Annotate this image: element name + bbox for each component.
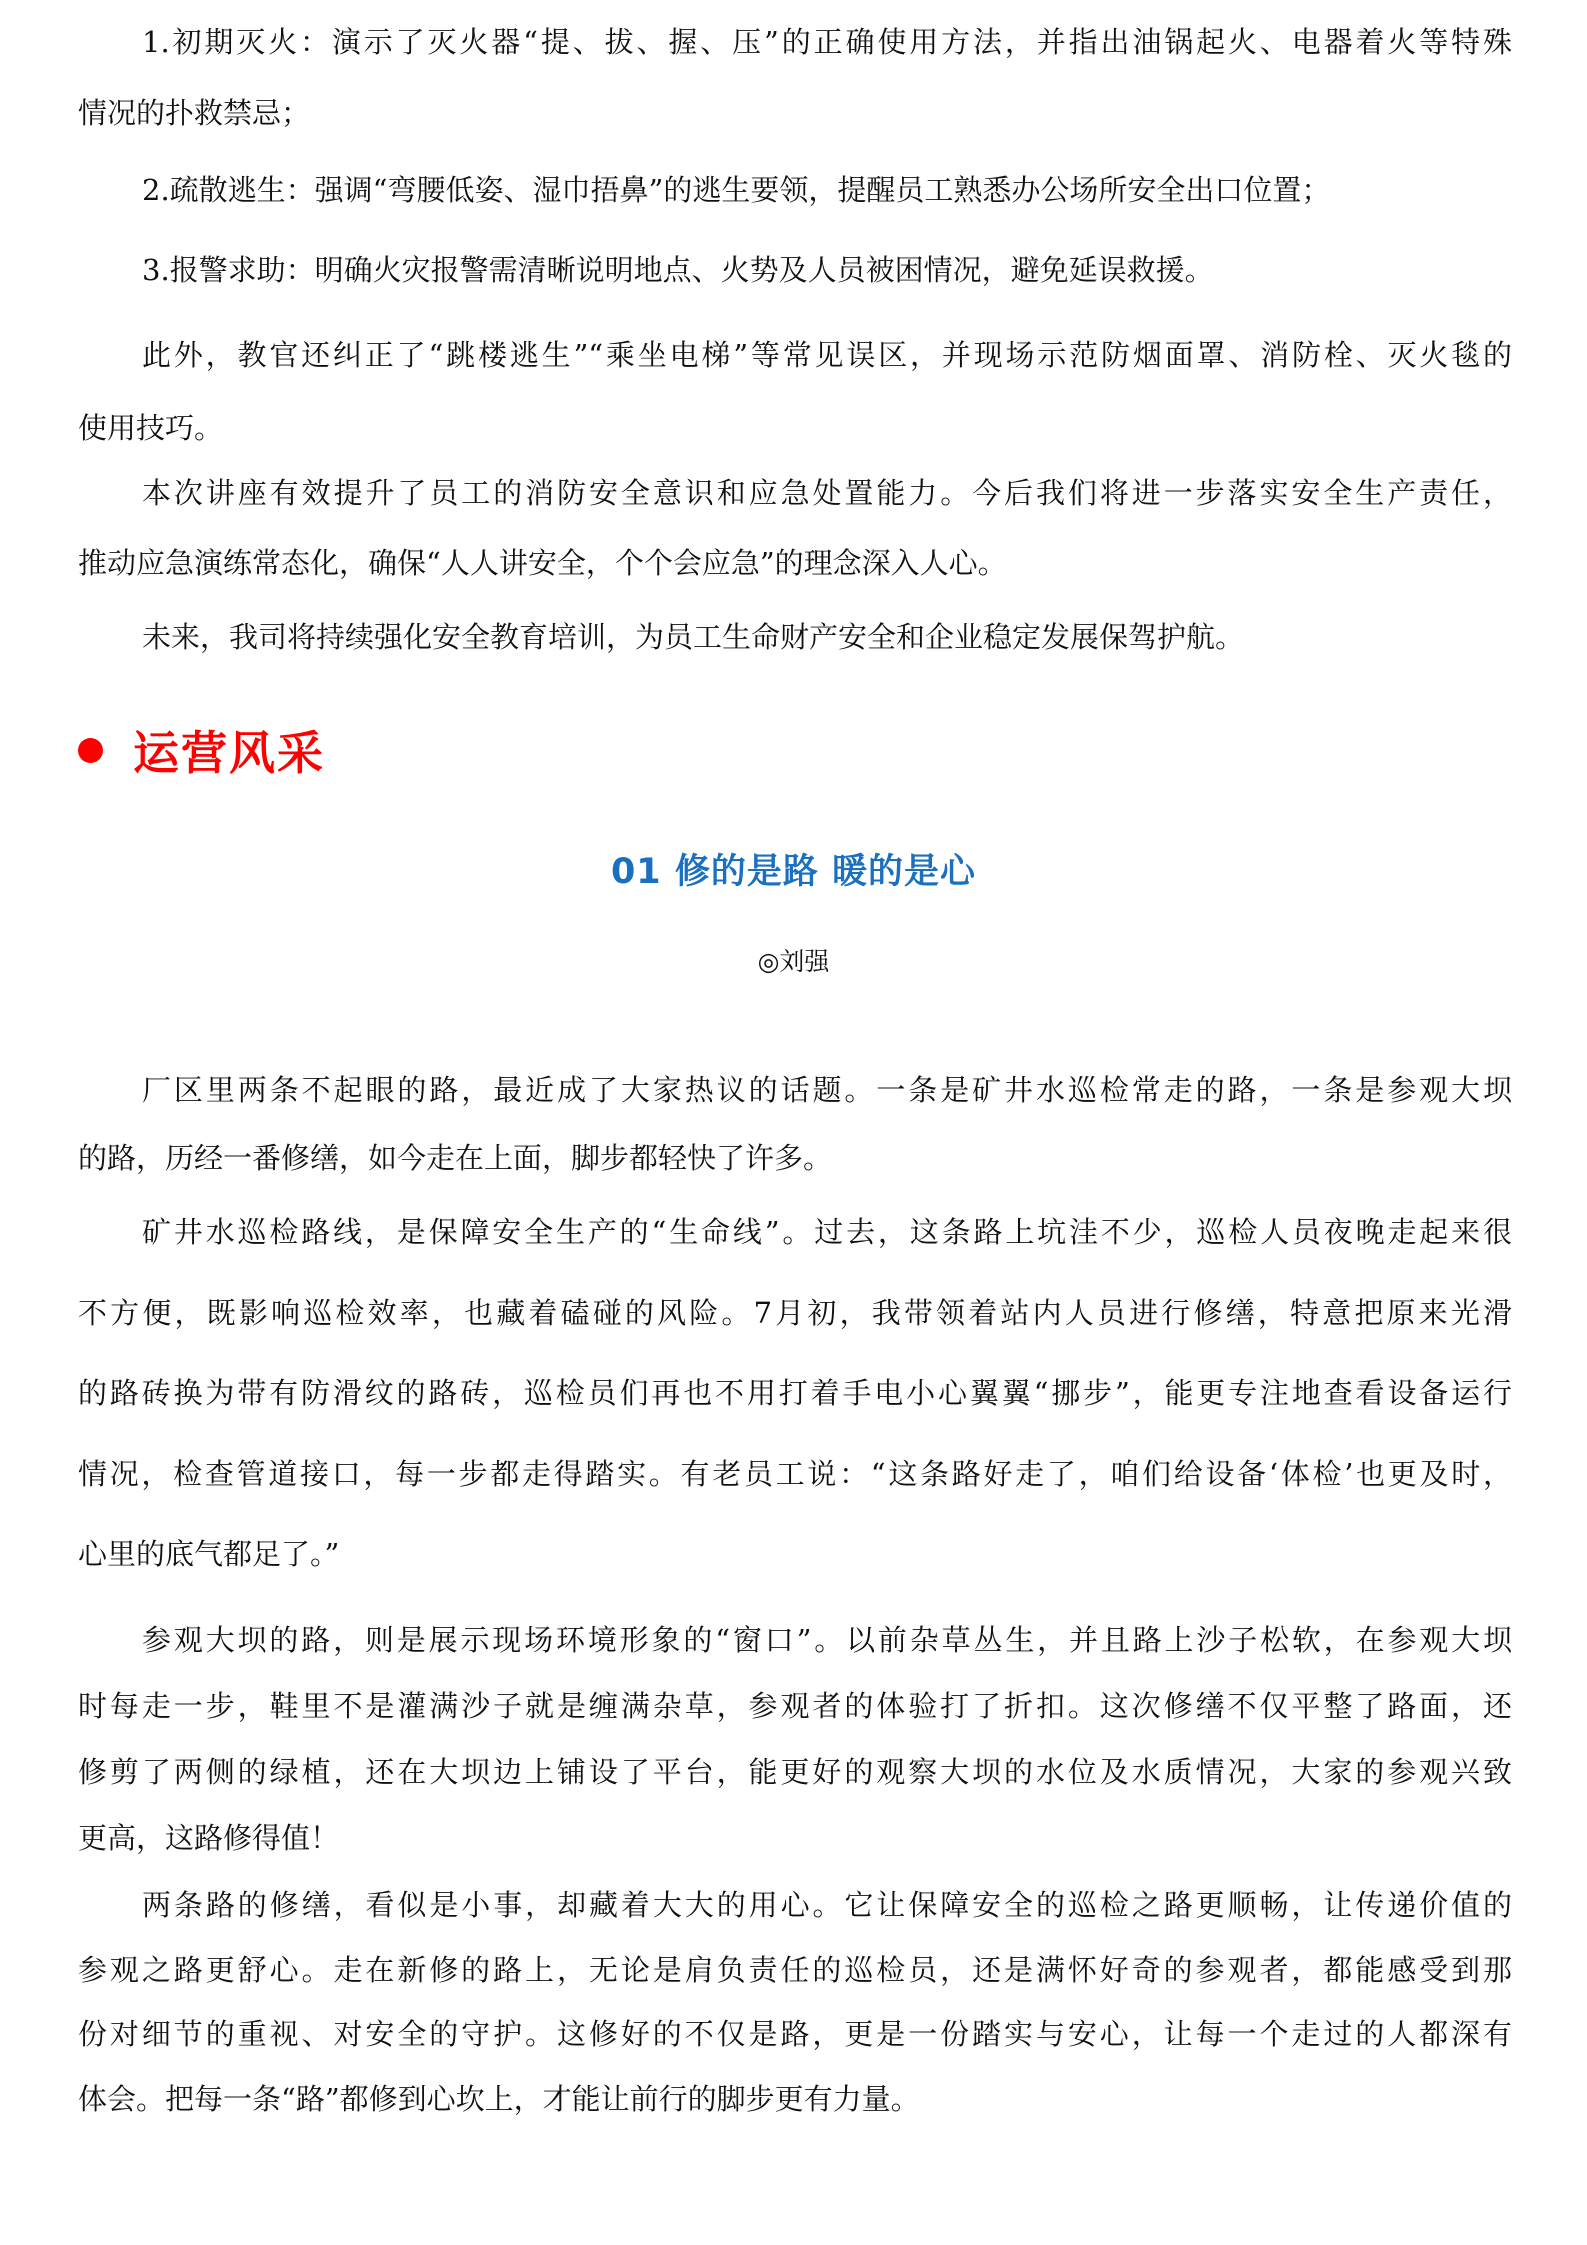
paragraph-line: 情况，检查管道接口，每一步都走得踏实。有老员工说：“这条路好走了，咱们给设备‘体检’也更及时， <box>78 1456 1512 1491</box>
paragraph-line: 3.报警求助：明确火灾报警需清晰说明地点、火势及人员被困情况，避免延误救援。 <box>142 253 1214 287</box>
paragraph-line: 份对细节的重视、对安全的守护。这修好的不仅是路，更是一份踏实与安心，让每一个走过的人都深有 <box>78 2017 1512 2051</box>
paragraph-line: 的路，历经一番修缮，如今走在上面，脚步都轻快了许多。 <box>78 1141 833 1175</box>
paragraph-line: 更高，这路修得值！ <box>78 1821 340 1855</box>
paragraph-line: 情况的扑救禁忌； <box>78 96 311 130</box>
paragraph-line: 推动应急演练常态化，确保“人人讲安全，个个会应急”的理念深入人心。 <box>78 546 1007 580</box>
paragraph-line: 矿井水巡检路线，是保障安全生产的“生命线”。过去，这条路上坑洼不少，巡检人员夜晚走起来很 <box>142 1215 1512 1249</box>
paragraph-line: 2.疏散逃生：强调“弯腰低姿、湿巾捂鼻”的逃生要领，提醒员工熟悉办公场所安全出口位置； <box>142 173 1331 207</box>
paragraph-line: 体会。把每一条“路”都修到心坎上，才能让前行的脚步更有力量。 <box>78 2081 920 2116</box>
paragraph-line: 使用技巧。 <box>78 411 224 445</box>
paragraph-line: 1.初期灭火：演示了灭火器“提、拔、握、压”的正确使用方法，并指出油锅起火、电器着火等特殊 <box>142 25 1512 59</box>
paragraph-line: 修剪了两侧的绿植，还在大坝边上铺设了平台，能更好的观察大坝的水位及水质情况，大家的参观兴致 <box>78 1755 1512 1789</box>
article-byline: ◎刘强 <box>757 947 830 976</box>
paragraph-line: 的路砖换为带有防滑纹的路砖，巡检员们再也不用打着手电小心翼翼“挪步”，能更专注地查看设备运行 <box>78 1376 1512 1410</box>
red-dot-icon <box>78 738 103 763</box>
paragraph-line: 厂区里两条不起眼的路，最近成了大家热议的话题。一条是矿井水巡检常走的路，一条是参观大坝 <box>142 1073 1512 1107</box>
paragraph-line: 心里的底气都足了。” <box>78 1537 340 1571</box>
paragraph-line: 参观之路更舒心。走在新修的路上，无论是肩负责任的巡检员，还是满怀好奇的参观者，都能感受到那 <box>78 1952 1512 1987</box>
paragraph-line: 不方便，既影响巡检效率，也藏着磕碰的风险。7月初，我带领着站内人员进行修缮，特意把原来光滑 <box>78 1295 1512 1330</box>
paragraph-line: 未来，我司将持续强化安全教育培训，为员工生命财产安全和企业稳定发展保驾护航。 <box>142 620 1245 654</box>
paragraph-line: 本次讲座有效提升了员工的消防安全意识和应急处置能力。今后我们将进一步落实安全生产责任， <box>142 476 1512 510</box>
article-title: 01 修的是路 暖的是心 <box>610 852 977 892</box>
section-heading-text: 运营风采 <box>133 726 325 780</box>
paragraph-line: 两条路的修缮，看似是小事，却藏着大大的用心。它让保障安全的巡检之路更顺畅，让传递价值的 <box>142 1888 1512 1922</box>
paragraph-line: 参观大坝的路，则是展示现场环境形象的“窗口”。以前杂草丛生，并且路上沙子松软，在参观大坝 <box>142 1623 1512 1657</box>
paragraph-line: 时每走一步，鞋里不是灌满沙子就是缠满杂草，参观者的体验打了折扣。这次修缮不仅平整了路面，还 <box>78 1689 1512 1723</box>
paragraph-line: 此外，教官还纠正了“跳楼逃生”“乘坐电梯”等常见误区，并现场示范防烟面罩、消防栓、灭火毯的 <box>142 338 1512 372</box>
section-heading <box>78 722 325 778</box>
